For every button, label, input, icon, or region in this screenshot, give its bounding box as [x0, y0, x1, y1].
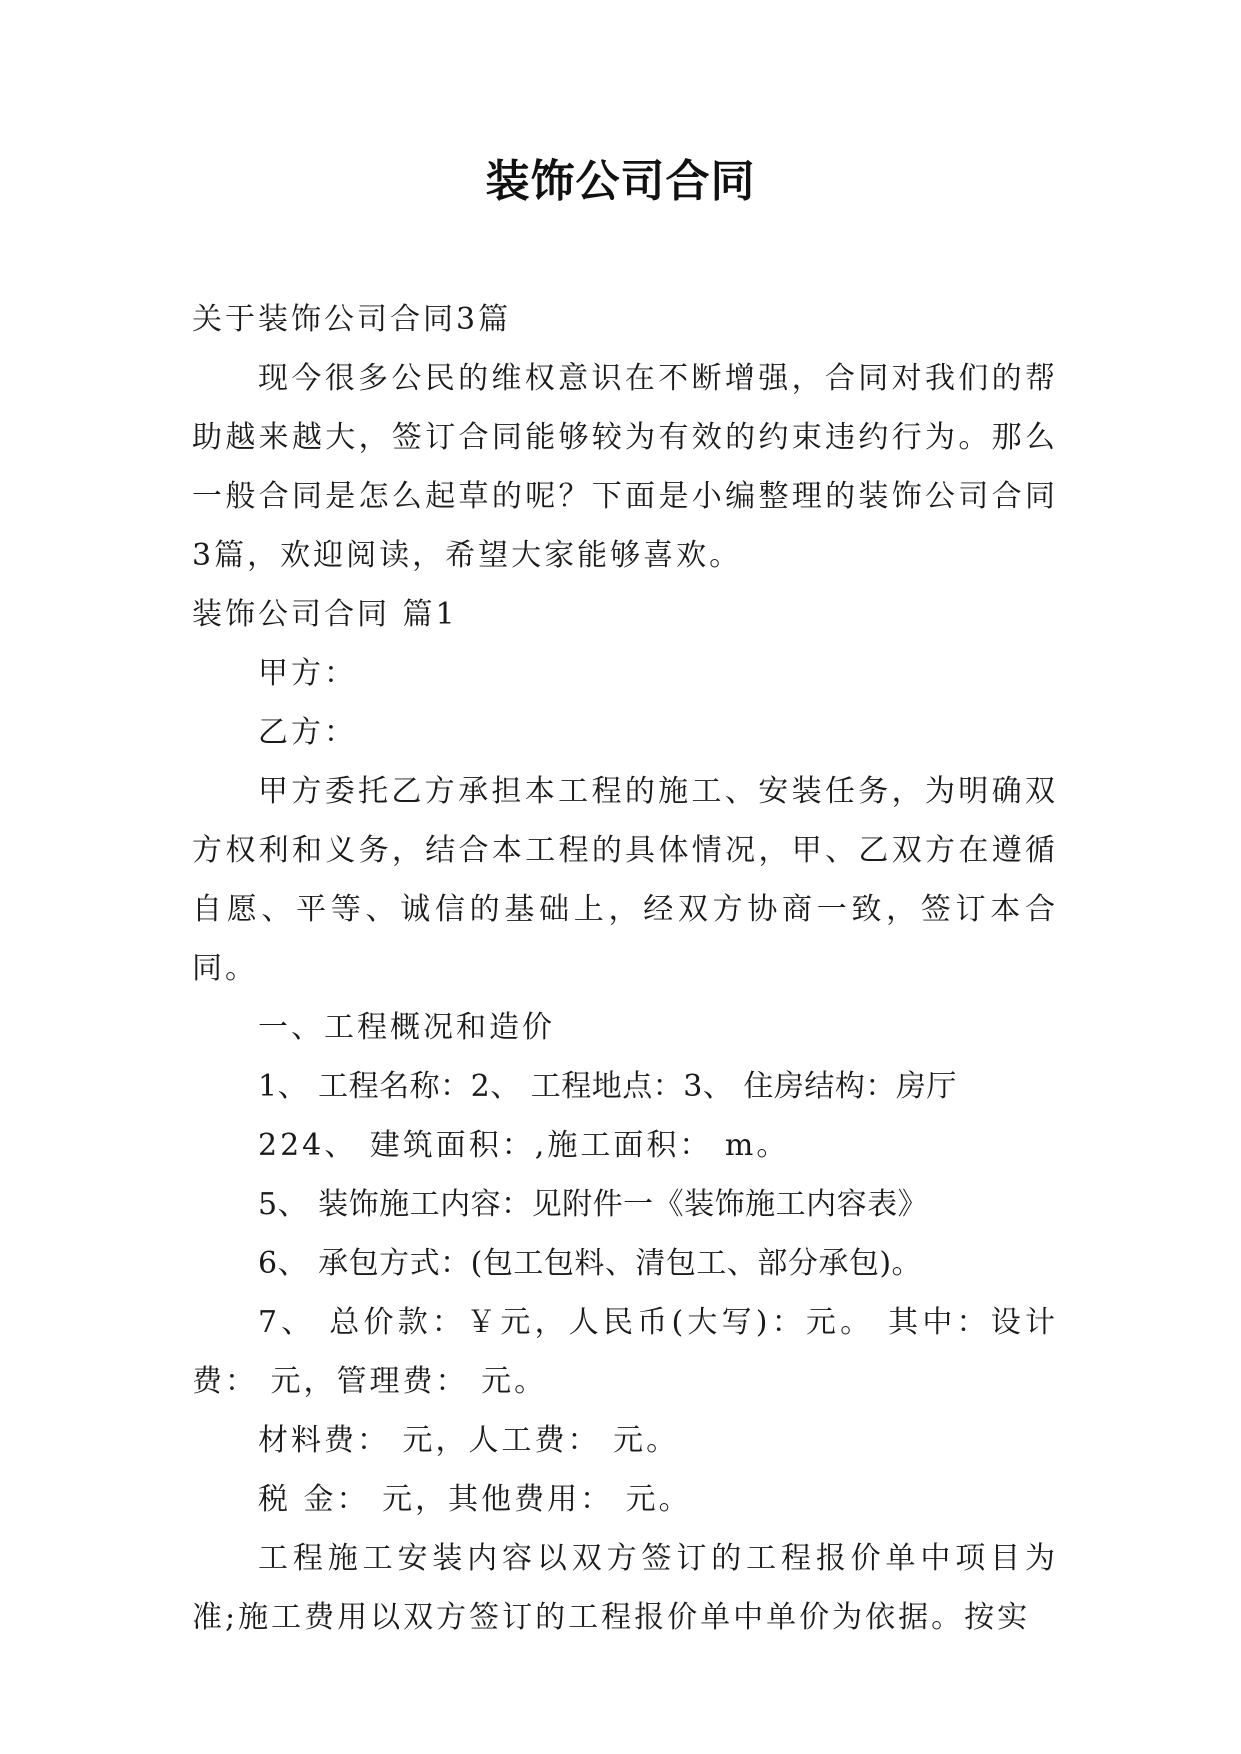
fee-line-tax: 税 金： 元，其他费用： 元。	[258, 1482, 692, 1517]
paragraph-intro: 现今很多公民的维权意识在不断增强，合同对我们的帮助越来越大，签订合同能够较为有效的约束违约行为。那么一般合同是怎么起草的呢？下面是小编整理的装饰公司合同3篇，欢迎阅读，希望大家能够喜欢。	[192, 361, 1058, 573]
paragraph-scope: 工程施工安装内容以双方签订的工程报价单中项目为准;施工费用以双方签订的工程报价单中单价为依据。按实	[192, 1541, 1058, 1635]
clause-item-1-3: 1、 工程名称：2、 工程地点：3、 住房结构：房厅	[258, 1069, 957, 1104]
document-body	[192, 290, 1058, 1647]
clause-item-6: 6、 承包方式：(包工包料、清包工、部分承包)。	[258, 1246, 923, 1281]
party-a-line: 甲方：	[258, 656, 357, 691]
document-title: 装饰公司合同	[485, 156, 756, 207]
clause-heading-overview: 一、工程概况和造价	[258, 1010, 555, 1045]
paragraph-subtitle: 关于装饰公司合同3篇	[192, 302, 512, 337]
paragraph-agreement: 甲方委托乙方承担本工程的施工、安装任务，为明确双方权利和义务，结合本工程的具体情况，甲、乙双方在遵循自愿、平等、诚信的基础上，经双方协商一致，签订本合同。	[192, 774, 1058, 986]
fee-line-materials: 材料费： 元，人工费： 元。	[258, 1423, 680, 1458]
section-heading-part1: 装饰公司合同 篇1	[192, 597, 458, 632]
clause-item-4: 224、 建筑面积：,施工面积： m。	[258, 1128, 790, 1163]
party-b-line: 乙方：	[258, 715, 357, 750]
clause-item-5: 5、 装饰施工内容：见附件一《装饰施工内容表》	[258, 1187, 929, 1222]
clause-item-7: 7、 总价款：￥元，人民币(大写)：元。 其中：设计费： 元，管理费： 元。	[192, 1305, 1058, 1399]
